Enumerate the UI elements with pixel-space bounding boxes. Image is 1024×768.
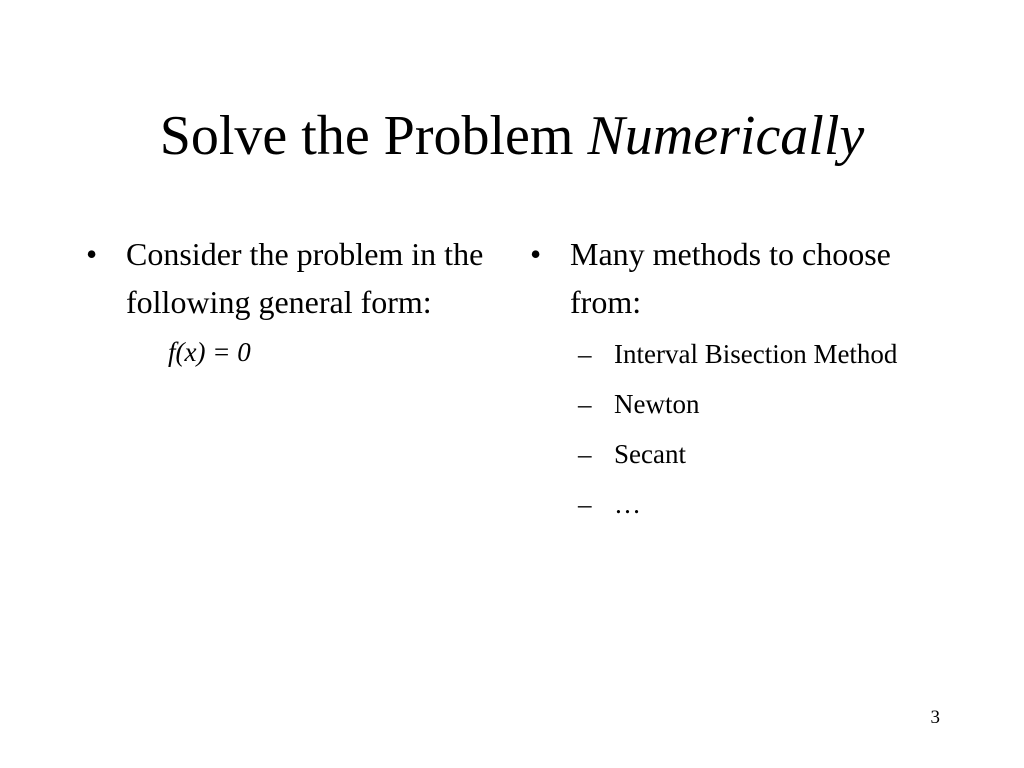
dash-marker: – [578,389,592,419]
left-column [86,230,506,372]
method-item-bisection [530,334,930,374]
dash-marker: – [578,439,592,469]
method-label: Newton [614,389,700,419]
page-number: 3 [930,707,940,728]
equation-formula: f(x) = 0 [168,337,251,367]
right-column [530,230,930,534]
method-item-newton [530,384,930,424]
left-bullet-item [86,230,506,326]
dash-marker: – [578,489,592,519]
bullet-marker: • [530,236,542,272]
title-emphasis-text: Numerically [587,105,865,167]
methods-sublist [530,334,930,524]
left-bullet-text: Consider the problem in the following general form: [126,236,484,320]
dash-marker: – [578,339,592,369]
bullet-marker: • [86,236,98,272]
title-main-text: Solve the Problem [159,105,588,167]
slide-title [0,100,1024,172]
method-label: Secant [614,439,686,469]
method-item-secant [530,434,930,474]
right-bullet-text: Many methods to choose from: [570,236,891,320]
method-label: … [614,489,641,519]
method-label: Interval Bisection Method [614,339,898,369]
method-item-ellipsis [530,484,930,524]
right-bullet-item [530,230,930,326]
